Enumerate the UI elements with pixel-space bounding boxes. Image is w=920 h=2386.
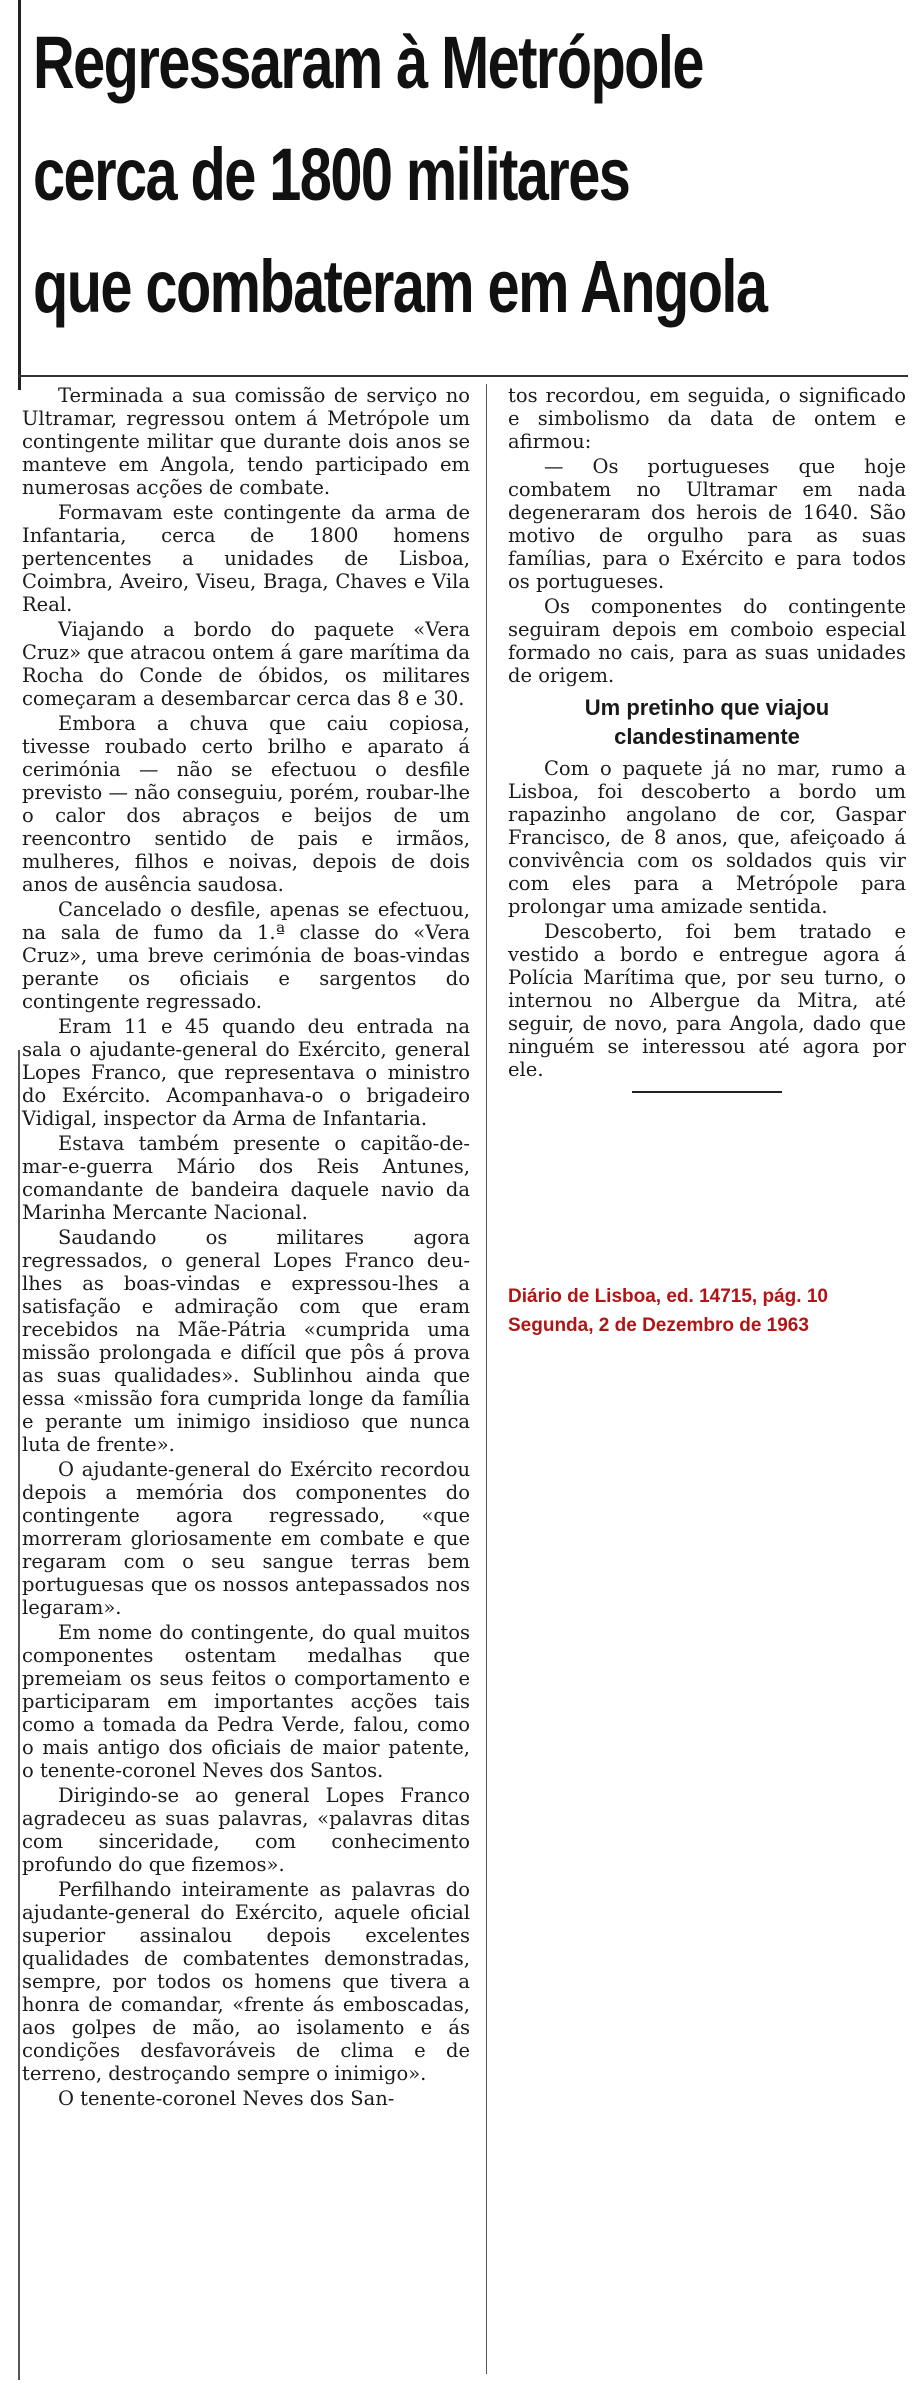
headline [18,0,911,390]
headline-line-3: que combateram em Angola [33,245,767,328]
column-divider [486,384,487,2374]
article-left-column [22,384,470,2112]
paragraph: Terminada a sua comissão de serviço no Ultramar, regressou ontem á Metrópole um contingente militar que durante dois anos se manteve em Angola, tendo participado em numerosas acções de combate. [22,384,470,499]
paragraph: Saudando os militares agora regressados, o general Lopes Franco deu-lhes as boas-vindas e expressou-lhes a satisfação e admiração com que eram recebidos na Mãe-Pátria «cumprida uma missão prolongada e difícil que pôs á prova as suas qualidades». Sublinhou ainda que essa «missão fora cumprida longe da família e perante um inimigo insidioso que nunca luta de frente». [22,1226,470,1456]
source-credit-line-1: Diário de Lisboa, ed. 14715, pág. 10 [508,1286,828,1307]
paragraph: tos recordou, em seguida, o significado e simbolismo da data de ontem e afirmou: [508,384,906,453]
column-left-border [18,1050,20,2380]
paragraph: O ajudante-general do Exército recordou depois a memória dos componentes do contingente agora regressado, «que morreram gloriosamente em combate e que regaram com o seu sangue terras bem portuguesas que os nossos antepassados nos legaram». [22,1458,470,1619]
paragraph: Cancelado o desfile, apenas se efectuou, na sala de fumo da 1.ª classe do «Vera Cruz», uma breve cerimónia de boas-vindas perante os oficiais e sargentos do contingente regressado. [22,898,470,1013]
paragraph: Os componentes do contingente seguiram depois em comboio especial formado no cais, para as suas unidades de origem. [508,595,906,687]
paragraph: Eram 11 e 45 quando deu entrada na sala o ajudante-general do Exército, general Lopes Franco, que representava o ministro do Exército. Acompanhava-o o brigadeiro Vidigal, inspector da Arma de Infantaria. [22,1015,470,1130]
paragraph: Descoberto, foi bem tratado e vestido a bordo e entregue agora á Polícia Marítima que, por seu turno, o internou no Albergue da Mitra, até seguir, de novo, para Angola, dado que ninguém se interessou até agora por ele. [508,920,906,1081]
paragraph: Com o paquete já no mar, rumo a Lisboa, foi descoberto a bordo um rapazinho angolano de cor, Gaspar Francisco, de 8 anos, que, afeiçoado á convivência com os soldados quis vir com eles para a Metrópole para prolongar uma amizade sentida. [508,757,906,918]
paragraph: Formavam este contingente da arma de Infantaria, cerca de 1800 homens pertencentes a unidades de Lisboa, Coimbra, Aveiro, Viseu, Braga, Chaves e Vila Real. [22,501,470,616]
headline-line-2: cerca de 1800 militares [33,133,630,216]
article-right-column [508,384,906,1093]
headline-line-1: Regressaram à Metrópole [33,21,703,104]
paragraph: Em nome do contingente, do qual muitos componentes ostentam medalhas que premeiam os seus feitos o comportamento e participaram em importantes acções tais como a tomada da Pedra Verde, falou, como o mais antigo dos oficiais de maior patente, o tenente-coronel Neves dos Santos. [22,1621,470,1782]
source-credit [508,1282,908,1340]
paragraph: Perfilhando inteiramente as palavras do ajudante-general do Exército, aquele oficial superior assinalou depois excelentes qualidades de combatentes demonstradas, sempre, por todos os homens que tivera a honra de comandar, «frente ás emboscadas, aos golpes de mão, ao isolamento e ás condições desfavoráveis de clima e de terreno, destroçando sempre o inimigo». [22,1878,470,2085]
paragraph: Embora a chuva que caiu copiosa, tivesse roubado certo brilho e aparato á cerimónia — não se efectuou o desfile previsto — não conseguiu, porém, roubar-lhe o calor dos abraços e beijos de um reencontro sentido de pais e irmãos, mulheres, filhos e noivas, depois de dois anos de ausência saudosa. [22,712,470,896]
subheading: Um pretinho que viajou clandestinamente [584,695,830,749]
paragraph: O tenente-coronel Neves dos San- [58,2087,395,2110]
paragraph: Viajando a bordo do paquete «Vera Cruz» que atracou ontem á gare marítima da Rocha do Conde de óbidos, os militares começaram a desembarcar cerca das 8 e 30. [22,618,470,710]
paragraph: Dirigindo-se ao general Lopes Franco agradeceu as suas palavras, «palavras ditas com sinceridade, com conhecimento profundo do que fizemos». [22,1784,470,1876]
source-credit-line-2: Segunda, 2 de Dezembro de 1963 [508,1315,809,1336]
headline-rule [18,375,908,377]
paragraph: — Os portugueses que hoje combatem no Ultramar em nada degeneraram dos herois de 1640. São motivo de orgulho para as suas famílias, para o Exército e para todos os portugueses. [508,455,906,593]
paragraph: Estava também presente o capitão-de-mar-e-guerra Mário dos Reis Antunes, comandante de bandeira daquele navio da Marinha Mercante Nacional. [22,1132,470,1224]
article-end-rule [632,1091,782,1093]
